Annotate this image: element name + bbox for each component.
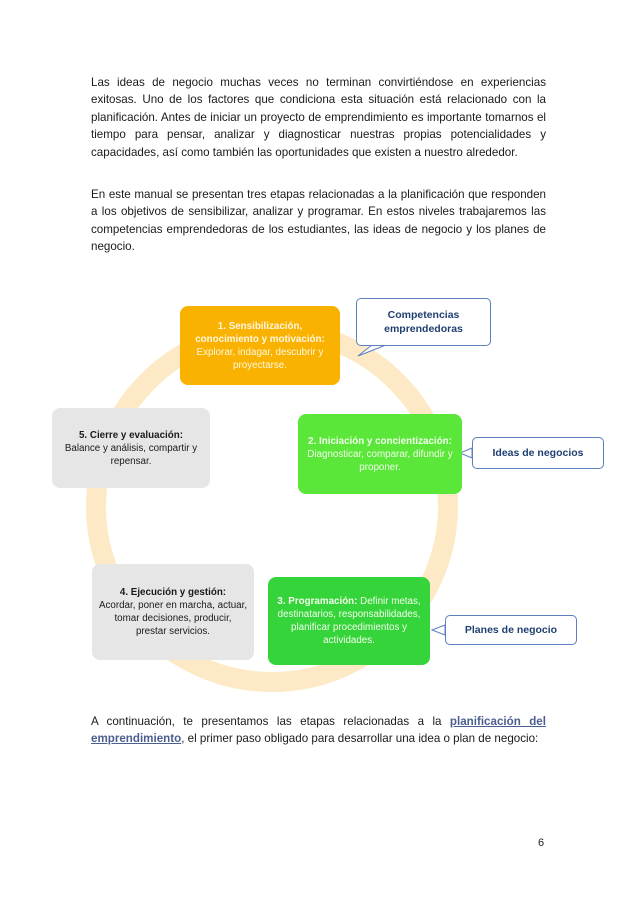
stage-2-text: Diagnosticar, comparar, difundir y proponer. bbox=[307, 448, 453, 473]
callout-planes bbox=[445, 615, 577, 645]
closing-text-start: A continuación, te presentamos las etapas relacionadas a la bbox=[91, 715, 450, 728]
stage-1-text: Explorar, indagar, descubrir y proyectarse. bbox=[196, 346, 324, 371]
callout-competencias bbox=[356, 298, 491, 346]
callout-planes-label: Planes de negocio bbox=[464, 624, 558, 636]
callout-ideas bbox=[472, 437, 604, 469]
stage-3-box bbox=[268, 577, 430, 665]
stage-4-title: 4. Ejecución y gestión: bbox=[119, 587, 227, 598]
stage-3-text: Definir metas, destinatarios, responsabilidades, planificar procedimientos y actividades. bbox=[277, 596, 421, 646]
stage-2-title: 2. Iniciación y concientización: bbox=[308, 435, 452, 447]
closing-paragraph bbox=[91, 713, 546, 748]
manual-paragraph: En este manual se presentan tres etapas relacionadas a la planificación que responden a los objetivos de sensibilizar, analizar y programar. En estos niveles trabajaremos las competencias emprendedoras de los estudiantes, las ideas de negocio y los planes de negocio. bbox=[91, 188, 546, 254]
planificacion-link[interactable]: planificación del emprendimiento bbox=[91, 715, 546, 746]
stage-1-title: 1. Sensibilización, conocimiento y motivación: bbox=[195, 320, 325, 345]
callout-planes-pointer bbox=[432, 625, 445, 635]
stage-4-text: Acordar, poner en marcha, actuar, tomar decisiones, producir, prestar servicios. bbox=[98, 600, 248, 637]
page-number: 6 bbox=[538, 837, 545, 849]
stage-4-box bbox=[92, 564, 254, 660]
stage-1-box bbox=[180, 306, 340, 385]
stage-5-box bbox=[52, 408, 210, 488]
stage-5-text: Balance y análisis, compartir y repensar. bbox=[64, 442, 198, 467]
stage-3-title: 3. Programación: bbox=[277, 596, 358, 607]
callout-competencias-label: Competencias emprendedoras bbox=[384, 309, 463, 335]
stage-5-title: 5. Cierre y evaluación: bbox=[78, 429, 183, 441]
intro-paragraph: Las ideas de negocio muchas veces no terminan convirtiéndose en experiencias exitosas. Uno de los factores que condiciona esta situación está relacionado con la planificación. Antes de iniciar un proyecto de emprendimiento es importante tomarnos el tiempo para pensar, analizar y diagnosticar nuestras propias potencialidades y capacidades, así como también las oportunidades que existen a nuestro alrededor. bbox=[91, 76, 546, 159]
callout-ideas-label: Ideas de negocios bbox=[492, 447, 584, 459]
closing-text-end: , el primer paso obligado para desarrollar una idea o plan de negocio: bbox=[181, 732, 539, 746]
stage-2-box bbox=[298, 414, 462, 494]
